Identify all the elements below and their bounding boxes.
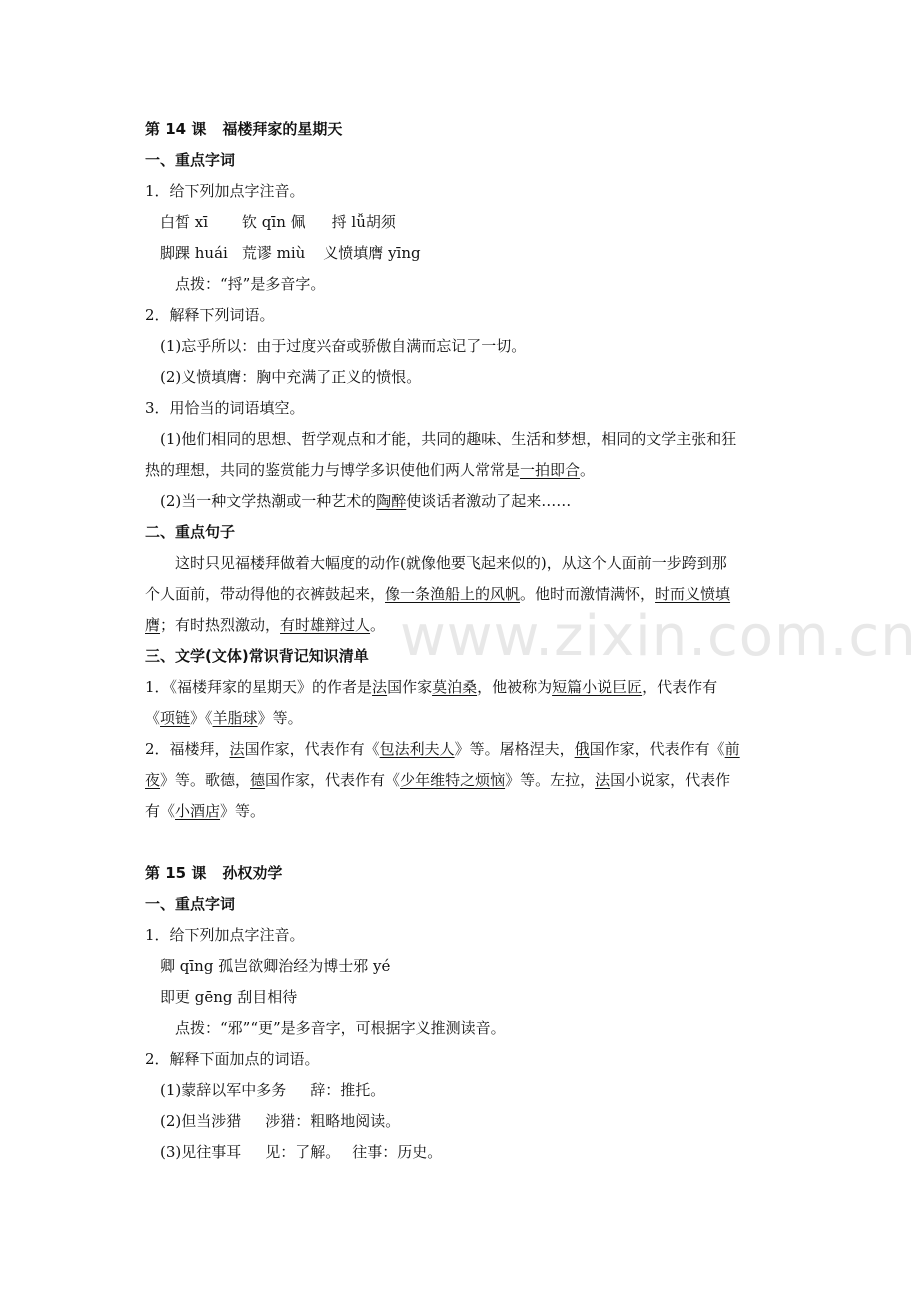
- text: 。他时而激情满怀，: [520, 585, 656, 603]
- question-2: 2．解释下列词语。: [145, 306, 275, 324]
- answer-underline: 法: [372, 678, 388, 696]
- pinyin-item: 荒谬 miù: [241, 244, 306, 262]
- passage-line-2: [145, 583, 730, 605]
- definition-2: (2)义愤填膺：胸中充满了正义的愤恨。: [160, 368, 422, 386]
- text: 国作家，代表作有《: [265, 771, 401, 789]
- text: 》等。屠格涅夫，: [454, 740, 575, 758]
- answer-underline: 一拍即合: [520, 461, 581, 479]
- key-phrase: 有时雄辩过人: [280, 616, 371, 634]
- lesson-15-title: [145, 862, 282, 884]
- section-heading: 一、重点字词: [145, 895, 236, 913]
- text: ；有时热烈激动，: [160, 616, 281, 634]
- answer-underline: 少年维特之烦恼: [400, 771, 506, 789]
- text: 个人面前，带动得他的衣裤鼓起来，: [145, 585, 386, 603]
- key-phrase: 时而义愤填: [655, 585, 731, 603]
- text: 辞：推托。: [310, 1081, 386, 1099]
- text: 。: [580, 461, 596, 479]
- knowledge-2-line-1: [145, 738, 740, 760]
- text: 《: [145, 709, 161, 727]
- text: 2．福楼拜，: [145, 740, 230, 758]
- text: 》等。: [257, 709, 303, 727]
- definition-1: [160, 1079, 385, 1101]
- tip: 点拨：“捋”是多音字。: [175, 275, 326, 293]
- text: 热的理想，共同的鉴赏能力与博学多识使他们两人常常是: [145, 461, 521, 479]
- answer-underline: 包法利夫人: [379, 740, 455, 758]
- passage-line-3: [145, 614, 385, 636]
- pinyin-row-1: 卿 qīng 孤岂欲卿治经为博士邪 yé: [160, 957, 391, 975]
- answer-underline: 夜: [145, 771, 161, 789]
- question-1: 1．给下列加点字注音。: [145, 182, 305, 200]
- answer-underline: 莫泊桑: [432, 678, 478, 696]
- key-phrase: 像一条渔船上的风帆: [385, 585, 521, 603]
- text: ，代表作有: [642, 678, 718, 696]
- pinyin-item: 白皙 xī: [160, 213, 209, 231]
- pinyin-item: 脚踝 huái: [160, 244, 228, 262]
- pinyin-item: 义愤填膺 yīng: [323, 244, 421, 262]
- fill-1-line-2: [145, 459, 595, 481]
- text: 有《: [145, 802, 176, 820]
- answer-underline: 法: [595, 771, 611, 789]
- knowledge-1-line-2: [145, 707, 303, 729]
- answer-underline: 小酒店: [175, 802, 221, 820]
- fill-2: [160, 490, 571, 512]
- text: 使谈话者激动了起来……: [406, 492, 572, 510]
- lesson-name: 孙权劝学: [222, 864, 283, 882]
- section-heading: 三、文学(文体)常识背记知识清单: [145, 647, 369, 665]
- knowledge-1-line-1: [145, 676, 717, 698]
- text: 见：了解。: [265, 1143, 341, 1161]
- text: 国作家，代表作有《: [589, 740, 725, 758]
- answer-underline: 法: [229, 740, 245, 758]
- knowledge-2-line-3: [145, 800, 265, 822]
- answer-underline: 俄: [574, 740, 590, 758]
- answer-underline: 陶醉: [376, 492, 407, 510]
- fill-1-line-1: (1)他们相同的思想、哲学观点和才能，共同的趣味、生活和梦想，相同的文学主张和狂: [160, 430, 737, 448]
- lesson-number: 第 14 课: [145, 120, 207, 138]
- text: (2)但当涉猎: [160, 1112, 242, 1130]
- answer-underline: 项链: [160, 709, 191, 727]
- text: 》等。左拉，: [505, 771, 596, 789]
- knowledge-2-line-2: [145, 769, 730, 791]
- pinyin-item: 捋 lǚ胡须: [331, 213, 396, 231]
- passage-line-1: 这时只见福楼拜做着大幅度的动作(就像他要飞起来似的)，从这个人面前一步跨到那: [175, 554, 727, 572]
- text: 》等。: [220, 802, 266, 820]
- definition-2: [160, 1110, 400, 1132]
- text: 国小说家，代表作: [610, 771, 731, 789]
- answer-underline: 羊脂球: [212, 709, 258, 727]
- text: 》《: [190, 709, 213, 727]
- question-1: 1．给下列加点字注音。: [145, 926, 305, 944]
- lesson-14-title: [145, 118, 342, 140]
- watermark: www.zixin.com.cn: [400, 604, 917, 669]
- text: (3)见往事耳: [160, 1143, 242, 1161]
- pinyin-row-2: [160, 242, 421, 264]
- text: 国作家: [387, 678, 433, 696]
- lesson-number: 第 15 课: [145, 864, 207, 882]
- text: (2)当一种文学热潮或一种艺术的: [160, 492, 377, 510]
- answer-underline: 德: [250, 771, 266, 789]
- text: 国作家，代表作有《: [244, 740, 380, 758]
- definition-1: (1)忘乎所以：由于过度兴奋或骄傲自满而忘记了一切。: [160, 337, 527, 355]
- lesson-name: 福楼拜家的星期天: [222, 120, 343, 138]
- text: 》等。歌德，: [160, 771, 251, 789]
- text: (1)蒙辞以军中多务: [160, 1081, 287, 1099]
- question-3: 3．用恰当的词语填空。: [145, 399, 305, 417]
- question-2: 2．解释下面加点的词语。: [145, 1050, 320, 1068]
- section-heading: 二、重点句子: [145, 523, 236, 541]
- key-phrase: 膺: [145, 616, 161, 634]
- text: 涉猎：粗略地阅读。: [265, 1112, 401, 1130]
- text: ，他被称为: [477, 678, 553, 696]
- tip: 点拨：“邪”“更”是多音字，可根据字义推测读音。: [175, 1019, 506, 1037]
- pinyin-row-1: [160, 211, 396, 233]
- section-heading: 一、重点字词: [145, 151, 236, 169]
- text: 。: [370, 616, 386, 634]
- text: 1．《福楼拜家的星期天》的作者是: [145, 678, 373, 696]
- answer-underline: 前: [724, 740, 740, 758]
- answer-underline: 短篇小说巨匠: [552, 678, 643, 696]
- text: 往事：历史。: [352, 1143, 443, 1161]
- pinyin-item: 钦 qīn 佩: [242, 213, 306, 231]
- definition-3: [160, 1141, 442, 1163]
- pinyin-row-2: 即更 gēng 刮目相待: [160, 988, 298, 1006]
